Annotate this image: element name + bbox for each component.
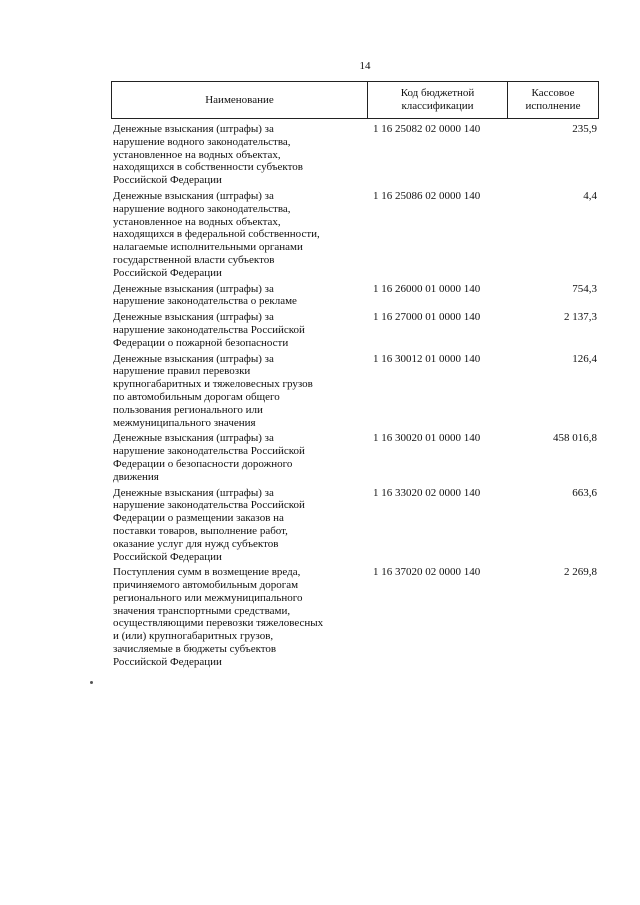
header-code: Код бюджетной классификации bbox=[368, 82, 508, 118]
scan-dot-mark bbox=[90, 681, 93, 684]
page-number: 14 bbox=[359, 60, 371, 72]
row-amount: 235,9 bbox=[572, 123, 597, 135]
table-row bbox=[113, 311, 599, 349]
table-row bbox=[113, 283, 599, 309]
row-code: 1 16 27000 01 0000 140 bbox=[373, 311, 481, 324]
row-code: 1 16 25086 02 0000 140 bbox=[373, 189, 481, 202]
header-name: Наименование bbox=[112, 82, 368, 118]
table-row bbox=[113, 432, 599, 483]
table-body bbox=[113, 123, 599, 672]
row-amount: 126,4 bbox=[572, 352, 597, 365]
row-amount: 663,6 bbox=[572, 486, 597, 499]
row-amount: 754,3 bbox=[572, 282, 597, 295]
row-amount: 2 269,8 bbox=[564, 566, 597, 579]
row-code: 1 16 30020 01 0000 140 bbox=[373, 432, 481, 445]
header-amount: Кассовое исполнение bbox=[525, 87, 581, 112]
row-name: Денежные взыскания (штрафы) за нарушение законодательства Российской Федерации о размещении заказов на поставки товаров, выполнение работ, оказание услуг для нужд субъектов Российской Федерации bbox=[113, 486, 305, 563]
row-amount: 2 137,3 bbox=[564, 311, 597, 324]
table-header bbox=[111, 81, 599, 119]
row-code: 1 16 37020 02 0000 140 bbox=[373, 566, 481, 579]
row-amount: 458 016,8 bbox=[553, 432, 597, 445]
table-row bbox=[113, 123, 599, 187]
row-name: Денежные взыскания (штрафы) за нарушение водного законодательства, установленное на водных объектах, находящихся в собственности субъектов Российской Федерации bbox=[113, 123, 303, 187]
row-amount: 4,4 bbox=[583, 189, 597, 202]
row-code: 1 16 25082 02 0000 140 bbox=[373, 123, 481, 135]
row-name: Денежные взыскания (штрафы) за нарушение законодательства Российской Федерации о безопасности дорожного движения bbox=[113, 432, 305, 483]
row-name: Денежные взыскания (штрафы) за нарушение правил перевозки крупногабаритных и тяжеловесных грузов по автомобильным дорогам общего пользования регионального или межмуниципального значения bbox=[113, 352, 313, 429]
table-row bbox=[113, 487, 599, 564]
table-row bbox=[113, 190, 599, 280]
row-name: Денежные взыскания (штрафы) за нарушение законодательства о рекламе bbox=[113, 282, 297, 308]
row-code: 1 16 33020 02 0000 140 bbox=[373, 486, 481, 499]
row-code: 1 16 30012 01 0000 140 bbox=[373, 352, 481, 365]
row-name: Поступления сумм в возмещение вреда, причиняемого автомобильным дорогам регионального или межмуниципального значения транспортными средствами, осуществляющими перевозки тяжеловесных и (или) крупногабаритных грузов, зачисляемые в бюджеты субъектов Российской Федерации bbox=[113, 566, 324, 668]
table-row bbox=[113, 353, 599, 430]
row-name: Денежные взыскания (штрафы) за нарушение водного законодательства, установленное на водных объектах, находящихся в федеральной собственности, налагаемые исполнительными органами государственной власти субъектов Российской Федерации bbox=[113, 189, 320, 279]
table-row bbox=[113, 566, 599, 668]
row-name: Денежные взыскания (штрафы) за нарушение законодательства Российской Федерации о пожарной безопасности bbox=[113, 311, 305, 349]
row-code: 1 16 26000 01 0000 140 bbox=[373, 282, 481, 295]
